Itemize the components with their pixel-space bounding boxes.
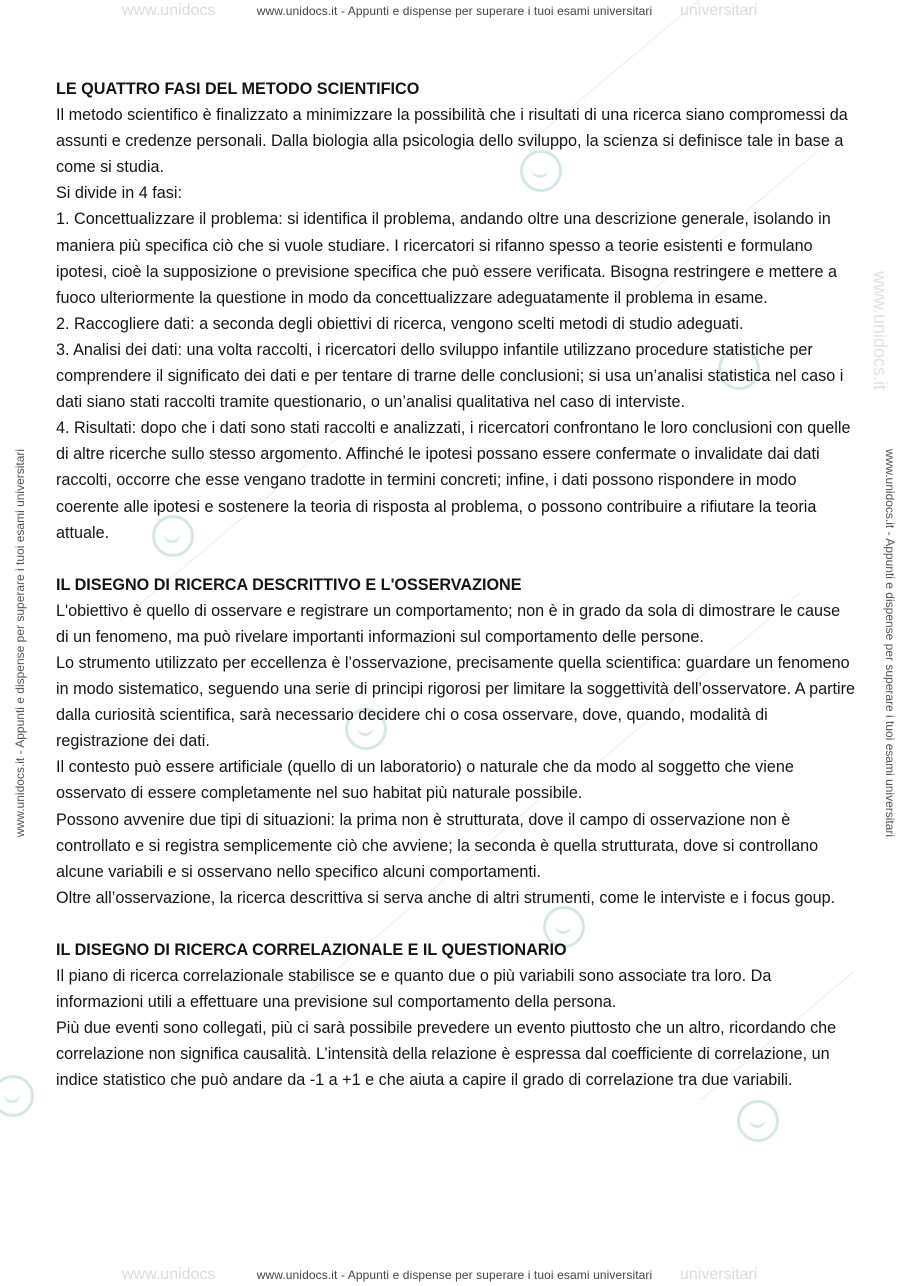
watermark-ghost-text: universitari [680, 2, 758, 19]
paragraph: Il metodo scientifico è finalizzato a minimizzare la possibilità che i risultati di una ricerca siano compromessi da assunti e credenze personali. Dalla biologia alla psicologia dello sviluppo, la scienza si definisce tale in base a come si studia. [56, 106, 848, 177]
document-body [56, 76, 856, 1093]
section-heading: IL DISEGNO DI RICERCA DESCRITTIVO E L'OSSERVAZIONE [56, 575, 522, 594]
paragraph: Oltre all’osservazione, la ricerca descrittiva si serva anche di altri strumenti, come le interviste e i focus goup. [56, 888, 836, 907]
watermark-header: www.unidocs.it - Appunti e dispense per superare i tuoi esami universitari [256, 4, 653, 18]
paragraph: L'obiettivo è quello di osservare e registrare un comportamento; non è in grado da sola di dimostrare le cause di un fenomeno, ma può rivelare importanti informazioni sul comportamento delle persone. [56, 601, 841, 646]
paragraph: Possono avvenire due tipi di situazioni: la prima non è strutturata, dove il campo di osservazione non è controllato e si registra semplicemente ciò che avviene; la seconda è quella strutturata, dove si controllano alcune variabili e si osservano nello specifico alcuni comportamenti. [56, 810, 819, 881]
watermark-ghost-text: universitari [680, 1266, 758, 1283]
paragraph: Si divide in 4 fasi: [56, 184, 182, 203]
paragraph: 4. Risultati: dopo che i dati sono stati raccolti e analizzati, i ricercatori confrontano le loro conclusioni con quelle di altre ricerche sullo stesso argomento. Affinché le ipotesi possano essere confermate o invalidate dai dati raccolti, occorre che esse vengano tradotte in termini concreti; infine, i dati possono rispondere in modo coerente alle ipotesi e sostenere la teoria di risposta al problema, o possono contribuire a rifiutare la teoria attuale. [56, 419, 851, 542]
paragraph: Più due eventi sono collegati, più ci sarà possibile prevedere un evento piuttosto che un altro, ricordando che correlazione non significa causalità. L’intensità della relazione è espressa dal coefficiente di correlazione, un indice statistico che può andare da -1 a +1 e che aiuta a capire il grado di correlazione tra due variabili. [56, 1019, 837, 1090]
watermark-ghost-side: www.unidocs.it [870, 270, 891, 391]
paragraph: 2. Raccogliere dati: a seconda degli obiettivi di ricerca, vengono scelti metodi di studio adeguati. [56, 314, 744, 333]
section-metodo-scientifico [56, 76, 856, 546]
paragraph: Lo strumento utilizzato per eccellenza è l’osservazione, precisamente quella scientifica: guardare un fenomeno in modo sistematico, seguendo una serie di principi rigorosi per limitare la soggettività dell’osservatore. A partire dalla curiosità scientifica, sarà necessario decidere chi o cosa osservare, dove, quando, modalità di registrazione dei dati. [56, 653, 855, 751]
section-heading: IL DISEGNO DI RICERCA CORRELAZIONALE E IL QUESTIONARIO [56, 940, 567, 959]
watermark-ghost-text: www.unidocs [122, 2, 216, 19]
watermark-side-left: www.unidocs.it - Appunti e dispense per superare i tuoi esami universitari [13, 448, 27, 838]
watermark-logo [737, 1100, 779, 1142]
paragraph: 3. Analisi dei dati: una volta raccolti, i ricercatori dello sviluppo infantile utilizzano procedure statistiche per comprendere il significato dei dati e per tentare di trarne delle conclusioni; si usa un’analisi statistica nel caso i dati siano stati raccolti tramite questionario, o un’analisi qualitativa nel caso di interviste. [56, 340, 844, 412]
watermark-logo [0, 1075, 34, 1117]
section-disegno-descrittivo [56, 572, 856, 911]
watermark-side-right: www.unidocs.it - Appunti e dispense per superare i tuoi esami universitari [883, 448, 897, 838]
paragraph: 1. Concettualizzare il problema: si identifica il problema, andando oltre una descrizione generale, isolando in maniera più specifica ciò che si vuole studiare. I ricercatori si rifanno spesso a teorie esistenti e formulano ipotesi, cioè la supposizione o previsione specifica che può essere verificata. Bisogna restringere e mettere a fuoco ulteriormente la questione in modo da concettualizzare adeguatamente il problema in esame. [56, 210, 838, 307]
section-heading: LE QUATTRO FASI DEL METODO SCIENTIFICO [56, 80, 420, 98]
paragraph: Il piano di ricerca correlazionale stabilisce se e quanto due o più variabili sono associate tra loro. Da informazioni utili a effettuare una previsione sul comportamento della persona. [56, 967, 772, 1012]
watermark-ghost-text: www.unidocs [122, 1266, 216, 1283]
section-disegno-correlazionale [56, 937, 856, 1094]
watermark-footer: www.unidocs.it - Appunti e dispense per superare i tuoi esami universitari [256, 1268, 653, 1282]
paragraph: Il contesto può essere artificiale (quello di un laboratorio) o naturale che da modo al soggetto che viene osservato di essere completamente nel suo habitat più naturale possibile. [56, 758, 794, 803]
